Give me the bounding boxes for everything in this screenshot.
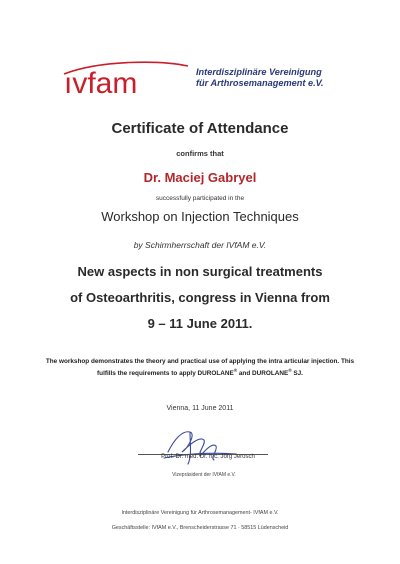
confirms-text: confirms that — [176, 149, 224, 158]
description-line-2 — [0, 368, 400, 377]
place-date: Vienna, 11 June 2011 — [166, 405, 234, 412]
ivfam-logo-mark — [60, 58, 190, 98]
workshop-title: Workshop on Injection Techniques — [101, 209, 299, 224]
topic-line-2: of Osteoarthritis, congress in Vienna from — [70, 290, 330, 305]
participated-text: successfully participated in the — [155, 195, 245, 202]
description-prefix: fulfills the requirements to apply — [97, 370, 198, 378]
description-and: and — [237, 370, 253, 378]
product-name-2-suffix: SJ. — [291, 370, 303, 378]
org-name-line2: für Arthrosemanagement e.V. — [196, 78, 324, 88]
registered-mark-1: ® — [233, 368, 238, 373]
topic-line-3: 9 – 11 June 2011. — [147, 316, 253, 331]
logo-wordmark: ıvfam — [64, 67, 138, 98]
product-name-1: DUROLANE — [197, 370, 234, 378]
product-name-2: DUROLANE — [252, 370, 289, 378]
signer-name: Prof. Dr. med. Dr. h.c. Jörg Jerosch — [161, 454, 255, 460]
org-name-line1: Interdisziplinäre Vereinigung — [196, 67, 322, 77]
patronage-text: by Schirmherrschaft der IVfAM e.V. — [133, 240, 267, 250]
description-line-1: The workshop demonstrates the theory and practical use of applying the intra articular injection. This — [45, 358, 355, 365]
footer-address: Geschäftsstelle: IVfAM e.V., Brenscheiderstrasse 71 · 58515 Lüdenscheid — [111, 525, 289, 531]
signer-role: Vizepräsident der IVfAM e.V. — [172, 472, 236, 478]
registered-mark-2: ® — [288, 368, 292, 373]
footer-organization: Interdisziplinäre Vereinigung für Arthrosemanagement- IVfAM e.V. — [121, 510, 279, 516]
recipient-name: Dr. Maciej Gabryel — [143, 170, 257, 185]
ivfam-logo — [60, 58, 360, 98]
topic-line-1: New aspects in non surgical treatments — [77, 264, 323, 279]
certificate-title: Certificate of Attendance — [111, 120, 289, 137]
